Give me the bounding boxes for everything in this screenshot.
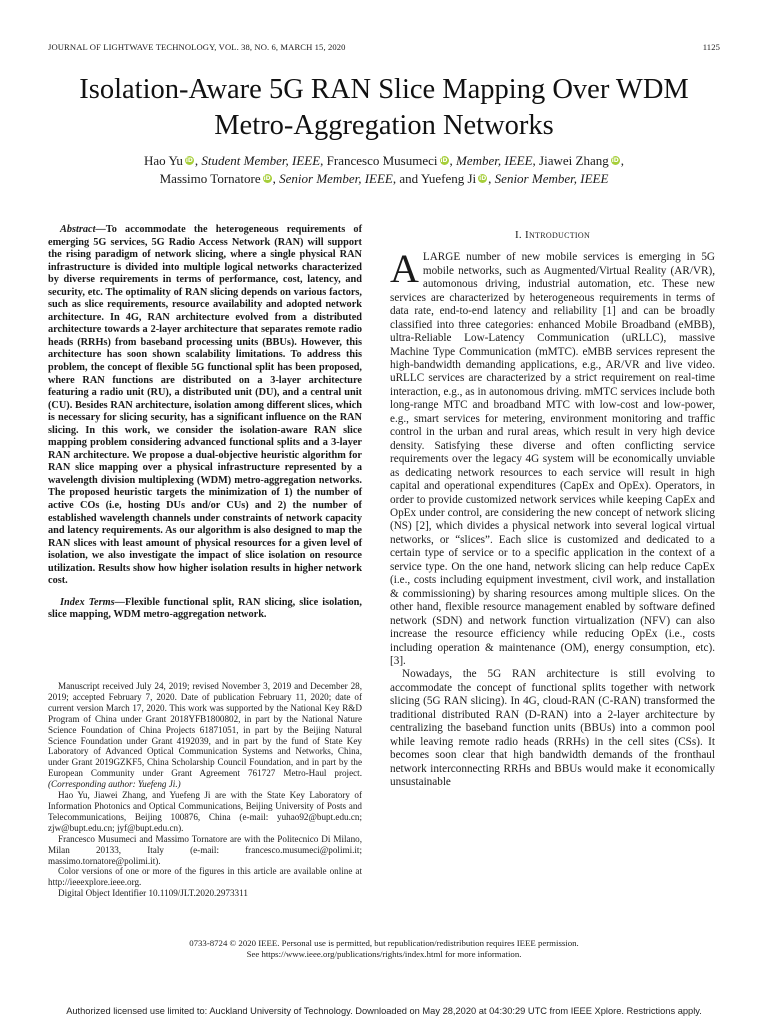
- index-terms-label: Index Terms: [60, 596, 115, 608]
- orcid-icon[interactable]: iD: [611, 157, 619, 164]
- orcid-icon[interactable]: iD: [263, 175, 271, 182]
- corresponding-author: (Corresponding author: Yuefeng Ji.): [48, 779, 181, 790]
- intro-paragraph-1: ALARGE number of new mobile services is emerging in 5G mobile networks, such as Augmented/Virtual Reality (AR/VR), automonous driving, industrial automation, etc. These new services are characterized by heterogeneous requirements in terms of data rate, end-to-end latency and reliability [1] and can be broadly classified into three categories: enhanced Mobile Broadband (eMBB), ultra-Reliable Low-Latency Communication (uRLLC), massive Machine Type Communication (mMTC). eMBB services represent the high-bandwidth demanding applications, e.g., AR/VR and live video. uRLLC services are characterized by a strict requirement on real-time interaction, e.g., as in autonomous driving. mMTC services include both long-range MTC and broadband MTC with low-cost and low-power, e.g., smart services for metering, environment monitoring and traffic control in the urban and rural areas, which result in very high device density. Satisfying these diverse and often conflicting service requirements over the legacy 4G system will be economically unviable as dedicating network resources to each service will result in high capital and operational expenditures (CapEx and OpEx). Operators, in order to provide customized network services while keeping CapEx and OpEx under control, are considering the new concept of network slicing (NS) [2], which divides a physical network into several logical virtual networks, or “slices”. Each slice is customized and dedicated to a certain type of service or to a specific application in the context of a service type. On the one hand, network slicing can help reduce CapEx (i.e., costs including equipment investment, civil work, and installation & commissioning) by sharing resources among multiple slices. On the other hand, flexible resource management enabled by software defined network (SDN) and network function virtualization (NFV) can also increase the resource efficiency while reducing OpEx (i.e., costs including operation & maintenance (OM), energy consumption, etc). [3].: [390, 246, 715, 667]
- page-number: 1125: [702, 42, 720, 52]
- author-membership: Student Member, IEEE: [201, 153, 321, 168]
- affiliation-note-2: Francesco Musumeci and Massimo Tornatore are with the Politecnico Di Milano, Milan 20133, Italy (e-mail: francesco.musumeci@polimi.it; massimo.tornatore@polimi.it).: [48, 833, 362, 866]
- copyright-line-1: 0733-8724 © 2020 IEEE. Personal use is permitted, but republication/redistribution requires IEEE permission.: [189, 938, 579, 948]
- index-terms-text: Flexible functional split, RAN slicing, slice isolation, slice mapping, WDM metro-aggregation network.: [48, 596, 362, 621]
- drop-cap: A: [390, 246, 419, 292]
- first-page-footnote: [48, 681, 362, 899]
- color-figures-note: Color versions of one or more of the figures in this article are available online at http://ieeexplore.ieee.org.: [48, 866, 362, 888]
- left-column: [48, 224, 362, 622]
- abstract: Abstract—To accommodate the heterogeneous requirements of emerging 5G services, 5G Radio Access Network (RAN) will support the rising paradigm of network slicing, where a single physical RAN infrastructure is divided into multiple logical networks characterized by diverse requirements in terms of performance, cost, latency, and security, etc. The optimality of RAN slicing depends on various factors, such as slice requirements, resource availability and adopted network architecture. In 4G, RAN architecture evolved from a distributed architecture towards a 2-layer architecture that separates remote radio heads (RRHs) from baseband processing units (BBUs). However, this architecture has soon shown scalability limitations. To address this problem, the concept of flexible 5G functional split has been proposed, where RAN functions are distributed on a 3-layer architecture featuring a radio unit (RU), a distributed unit (DU), and a central unit (CU). Besides RAN architecture, isolation among different slices, which is necessary for slicing security, has a significant influence on the RAN slicing. In this work, we consider the isolation-aware RAN slice mapping problem considering advanced functional splits and a 3-layer RAN architecture. We propose a dual-objective heuristic algorithm for RAN slice mapping over a physical infrastructure represented by a wavelength division multiplexing (WDM) metro-aggregation networks. The proposed heuristic targets the minimization of 1) the number of active COs (i.e, hosting DUs and/or CUs) and 2) the number of established wavelength channels under constraints of network capacity and latency requirements. As our algorithm is also designed to map the RAN slices with least amount of physical resources for a given level of isolation, we also investigate the impact of slice isolation on resource utilization. Results show how higher isolation results in higher network cost.: [48, 224, 362, 587]
- author-conjunction: and: [399, 171, 419, 186]
- license-banner: Authorized licensed use limited to: Auckland University of Technology. Downloaded on May 28,2020 at 04:30:29 UTC from IEEE Xplore. Restrictions apply.: [66, 1006, 702, 1016]
- manuscript-note: Manuscript received July 24, 2019; revised November 3, 2019 and December 28, 2019; accepted February 7, 2020. Date of publication February 11, 2020; date of current version March 17, 2020. This work was supported by the National Key R&D Program of China under Grant 2018YFB1800802, in part by the National Nature Science Foundation of China Projects 61871051, in part by the Beijing Natural Science Foundation under Grant 4192039, and in part by the fund of State Key Laboratory of Advanced Optical Communication Systems and Networks, China, under Grant 2019GZKF5, China Scholarship Council Foundation, and in part by the European Community under Grant Agreement 761727 Metro-Haul project. (Corresponding author: Yuefeng Ji.): [48, 681, 362, 790]
- author-list: Hao Yu iD , Student Member, IEEE, Francesco Musumeci iD , Member, IEEE, Jiawei Zhang iD , Massimo Tornatore iD , Senior Member, IEEE, and Yuefeng Ji iD , Senior Member, IEEE: [144, 153, 624, 186]
- affiliation-note-1: Hao Yu, Jiawei Zhang, and Yuefeng Ji are with the State Key Laboratory of Information Photonics and Optical Communications, Beijing University of Posts and Telecommunications, Beijing 100876, China (e-mail: yuhao92@bupt.edu.cn; zjw@bupt.edu.cn; jyf@bupt.edu.cn).: [48, 790, 362, 833]
- author-name: Francesco Musumeci: [326, 153, 438, 168]
- author-name: Yuefeng Ji: [420, 171, 477, 186]
- abstract-label: Abstract: [60, 224, 96, 235]
- author-membership: Senior Member, IEEE: [279, 171, 393, 186]
- right-column: [390, 224, 715, 790]
- running-head: [48, 42, 720, 54]
- orcid-icon[interactable]: iD: [479, 175, 487, 182]
- author-membership: Member, IEEE: [456, 153, 533, 168]
- author-name: Jiawei Zhang: [539, 153, 609, 168]
- section-number: I.: [514, 229, 522, 241]
- paper-title: [30, 72, 738, 144]
- index-terms: Index Terms—Flexible functional split, RAN slicing, slice isolation, slice mapping, WDM metro-aggregation network.: [48, 596, 362, 621]
- abstract-text: To accommodate the heterogeneous requirements of emerging 5G services, 5G Radio Access Network (RAN) will support the rising paradigm of network slicing, where a single physical RAN infrastructure is divided into multiple logical networks characterized by diverse requirements in terms of performance, cost, latency, and security, etc. The optimality of RAN slicing depends on various factors, such as slice requirements, resource availability and adopted network architecture. In 4G, RAN architecture evolved from a distributed architecture towards a 2-layer architecture that separates remote radio heads (RRHs) from baseband processing units (BBUs). However, this architecture has soon shown scalability limitations. To address this problem, the concept of flexible 5G functional split has been proposed, where RAN functions are distributed on a 3-layer architecture featuring a radio unit (RU), a distributed unit (DU), and a central unit (CU). Besides RAN architecture, isolation among different slices, which is necessary for slicing security, has a significant influence on the RAN slicing. In this work, we consider the isolation-aware RAN slice mapping problem considering advanced functional splits and a 3-layer RAN architecture. We propose a dual-objective heuristic algorithm for RAN slice mapping over a physical infrastructure represented by a wavelength division multiplexing (WDM) metro-aggregation networks. The proposed heuristic targets the minimization of 1) the number of active COs (i.e, hosting DUs and/or CUs) and 2) the number of established wavelength channels under constraints of network capacity and latency requirements. As our algorithm is also designed to map the RAN slices with least amount of physical resources for a given level of isolation, we also investigate the impact of slice isolation on resource utilization. Results show how higher isolation results in higher network cost.: [48, 224, 362, 587]
- copyright-notice: [60, 938, 708, 960]
- title-line-2: Metro-Aggregation Networks: [214, 110, 554, 141]
- doi-note: Digital Object Identifier 10.1109/JLT.2020.2973311: [58, 888, 248, 899]
- author-name: Massimo Tornatore: [159, 171, 261, 186]
- orcid-icon[interactable]: iD: [185, 157, 193, 164]
- section-heading: [390, 229, 715, 242]
- author-name: Hao Yu: [144, 153, 183, 168]
- copyright-line-2: See https://www.ieee.org/publications/rights/index.html for more information.: [246, 949, 522, 959]
- orcid-icon[interactable]: iD: [440, 157, 448, 164]
- journal-citation: JOURNAL OF LIGHTWAVE TECHNOLOGY, VOL. 38, NO. 6, MARCH 15, 2020: [48, 42, 346, 52]
- section-title: Introduction: [525, 229, 591, 241]
- title-line-1: Isolation-Aware 5G RAN Slice Mapping Over WDM: [79, 74, 689, 105]
- intro-paragraph-2: Nowadays, the 5G RAN architecture is still evolving to accommodate the concept of functional splits together with network slicing (5G RAN slicing). In 4G, cloud-RAN (C-RAN) transformed the traditional distributed RAN (D-RAN) into a 2-layer architecture by centralizing the baseband function units (BBUs) into a common pool while leaving remote radio heads (RRHs) in the cell sites (CSs). It becomes soon clear that high bandwidth demands of the fronthaul network interconnecting RRHs and BBUs would make it economically unsustainable: [390, 668, 715, 789]
- author-membership: Senior Member, IEEE: [494, 171, 609, 186]
